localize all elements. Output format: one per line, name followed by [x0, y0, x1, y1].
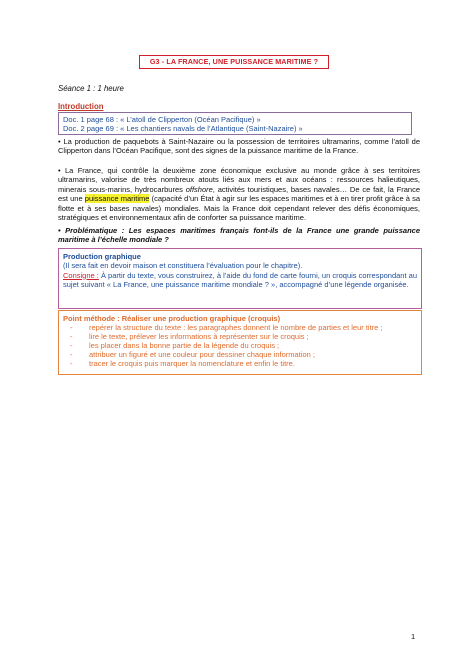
method-box: [58, 310, 422, 375]
documents-box: [58, 112, 412, 135]
intro-paragraph-1: • La production de paquebots à Saint-Nazaire ou la possession de territoires ultramarins, comme l’atoll de Clipperton dans l’Océan Pacifique, sont des signes de la puissance maritime de la France.: [58, 137, 420, 156]
doc-reference-1: Doc. 1 page 68 : « L’atoll de Clipperton (Océan Pacifique) »: [63, 115, 261, 124]
offshore-term: offshore: [185, 184, 213, 194]
para2-middle: , activités touristiques, bases navales… De ce fait, la France est une: [58, 184, 420, 204]
method-item: - les placer dans la bonne partie de la légende du croquis ;: [70, 341, 280, 351]
production-heading: Production graphique: [63, 252, 141, 261]
production-box: [58, 248, 422, 309]
document-title: G3 - LA FRANCE, UNE PUISSANCE MARITIME ?: [139, 55, 329, 69]
consigne-text: À partir du texte, vous construirez, à l’aide du fond de carte fourni, un croquis correspondant au sujet suivant « La France, une puissance maritime mondiale ? », accompagné d’une légende organisée.: [63, 270, 417, 289]
doc-reference-2: Doc. 2 page 69 : « Les chantiers navals de l’Atlantique (Saint-Nazaire) »: [63, 124, 303, 133]
para2-after: (capacité d’un État à agir sur les espaces maritimes et à en tirer profit grâce à sa flotte et à ses bases navales) mondiales. Mais la France doit cependant relever des défis économiques, stratégiques et environnementaux afin de conforter sa puissance maritime.: [58, 194, 420, 223]
para2-before: • La France, qui contrôle la deuxième zone économique exclusive au monde grâce à ses territoires ultramarins, valorise de très nombreux atouts liés aux mers et aux océans : ressources halieutiques, minerais sous-marins, hydrocarbures: [58, 166, 420, 194]
consigne-block: [63, 271, 417, 290]
method-item: - attribuer un figuré et une couleur pour dessiner chaque information ;: [70, 350, 315, 360]
method-item: - lire le texte, prélever les informations à représenter sur le croquis ;: [70, 332, 309, 342]
method-item: - repérer la structure du texte : les paragraphes donnent le nombre de parties et leur titre ;: [70, 323, 383, 333]
session-duration: Séance 1 : 1 heure: [58, 84, 124, 93]
highlighted-term: puissance maritime: [84, 194, 150, 204]
problematique: • Problématique : Les espaces maritimes français font-ils de la France une grande puissance maritime à l’échelle mondiale ?: [58, 226, 420, 245]
intro-paragraph-2: [58, 166, 420, 222]
production-note: (Il sera fait en devoir maison et constituera l’évaluation pour le chapitre).: [63, 261, 303, 271]
method-item: - tracer le croquis puis marquer la nomenclature et enfin le titre.: [70, 359, 295, 369]
method-heading: Point méthode : Réaliser une production graphique (croquis): [63, 314, 281, 323]
page-number: 1: [411, 632, 416, 641]
consigne-label: Consigne :: [63, 270, 99, 280]
introduction-heading: Introduction: [58, 102, 104, 111]
